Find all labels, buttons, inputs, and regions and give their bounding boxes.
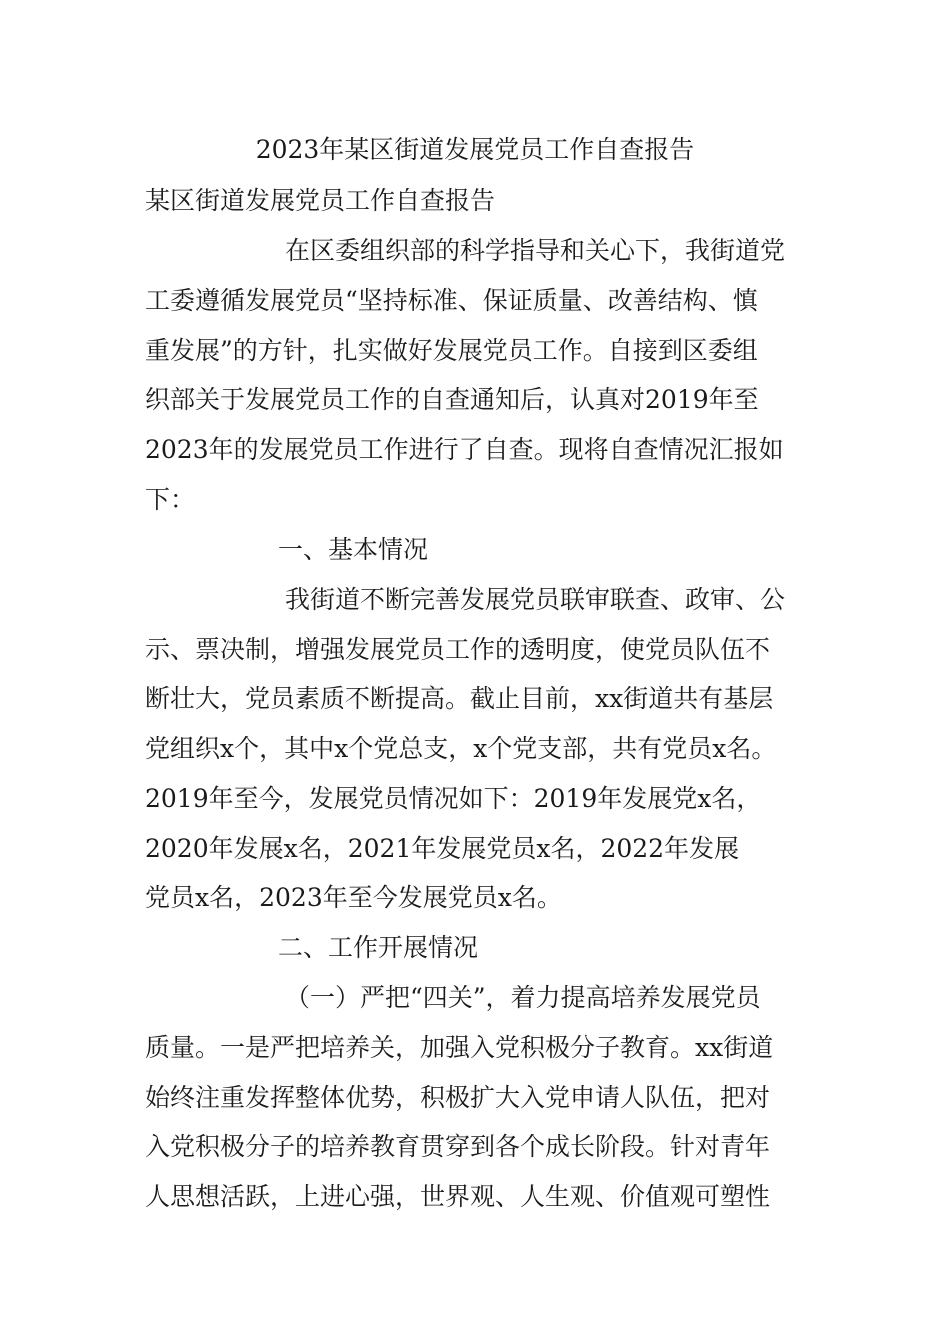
paragraph-line: 入党积极分子的培养教育贯穿到各个成长阶段。针对青年 [145,1132,771,1161]
section-heading: 一、基本情况 [278,535,429,564]
document-title: 2023年某区街道发展党员工作自查报告 [255,135,695,164]
paragraph-line: 人思想活跃，上进心强，世界观、人生观、价值观可塑性 [145,1182,771,1211]
paragraph-line: 示、票决制，增强发展党员工作的透明度，使党员队伍不 [145,635,771,664]
paragraph-line: 党组织x个，其中x个党总支，x个党支部，共有党员x名。 [145,734,777,763]
paragraph-line: 2020年发展x名，2021年发展党员x名，2022年发展 [145,834,740,863]
paragraph-line: 下： [145,485,196,514]
paragraph-line: 织部关于发展党员工作的自查通知后，认真对2019年至 [145,385,759,414]
paragraph-line: 2023年的发展党员工作进行了自查。现将自查情况汇报如 [145,435,784,464]
section-heading: 二、工作开展情况 [278,933,479,962]
paragraph-line: 工委遵循发展党员“坚持标准、保证质量、改善结构、慎 [145,286,758,315]
paragraph-line: 质量。一是严把培养关，加强入党积极分子教育。xx街道 [145,1033,774,1062]
paragraph-line: （一）严把“四关”，着力提高培养发展党员 [285,983,761,1012]
paragraph-line: 2019年至今，发展党员情况如下：2019年发展党x名， [145,784,762,813]
paragraph-line: 我街道不断完善发展党员联审联查、政审、公 [285,585,786,614]
paragraph-line: 始终注重发挥整体优势，积极扩大入党申请人队伍，把对 [145,1083,771,1112]
paragraph-line: 在区委组织部的科学指导和关心下，我街道党 [285,236,786,265]
document-subtitle: 某区街道发展党员工作自查报告 [145,186,496,215]
paragraph-line: 断壮大，党员素质不断提高。截止目前，xx街道共有基层 [145,684,774,713]
paragraph-line: 重发展”的方针，扎实做好发展党员工作。自接到区委组 [145,336,758,365]
paragraph-line: 党员x名，2023年至今发展党员x名。 [145,883,562,912]
